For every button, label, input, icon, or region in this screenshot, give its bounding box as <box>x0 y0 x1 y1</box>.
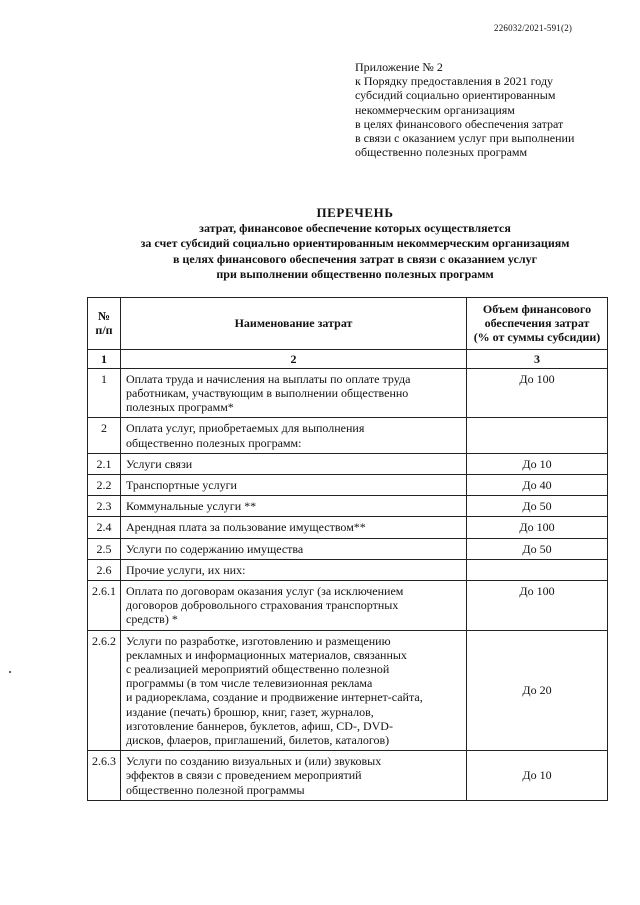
table-row <box>88 475 608 496</box>
heading-line: при выполнении общественно полезных программ <box>216 267 494 281</box>
document-heading <box>60 205 640 283</box>
scan-dot <box>9 671 11 673</box>
header-name: Наименование затрат <box>121 298 467 350</box>
row-value <box>467 559 608 580</box>
row-number: 2.6.2 <box>88 630 121 751</box>
table-row <box>88 496 608 517</box>
row-number: 1 <box>88 368 121 418</box>
row-name: Услуги по содержанию имущества <box>121 538 467 559</box>
appendix-line: в целях финансового обеспечения затрат <box>355 116 564 131</box>
row-value: До 100 <box>467 517 608 538</box>
row-name: Оплата труда и начисления на выплаты по оплате труда работникам, участвующим в выполнении общественно полезных программ* <box>121 368 467 418</box>
row-name: Услуги по созданию визуальных и (или) звуковых эффектов в связи с проведением мероприятий общественно полезной программы <box>121 751 467 801</box>
row-value <box>467 418 608 453</box>
heading-line: затрат, финансовое обеспечение которых осуществляется <box>199 220 511 235</box>
table-row <box>88 581 608 631</box>
row-name: Транспортные услуги <box>121 475 467 496</box>
document-number: 226032/2021-591(2) <box>494 23 573 33</box>
table-row <box>88 517 608 538</box>
appendix-line: Приложение № 2 <box>355 60 443 74</box>
document-title: ПЕРЕЧЕНЬ <box>316 205 394 220</box>
table-row <box>88 418 608 453</box>
header-volume: Объем финансового обеспечения затрат (% от суммы субсидии) <box>467 298 608 350</box>
appendix-line: общественно полезных программ <box>355 145 528 160</box>
table-header-row <box>88 298 608 350</box>
row-name: Прочие услуги, их них: <box>121 559 467 580</box>
appendix-line: субсидий социально ориентированным <box>355 88 556 103</box>
appendix-line: некоммерческим организациям <box>355 102 515 117</box>
table-index-row <box>88 349 608 368</box>
row-value: До 100 <box>467 581 608 631</box>
header-num: № п/п <box>88 298 121 350</box>
index-cell: 1 <box>88 349 121 368</box>
row-name: Коммунальные услуги ** <box>121 496 467 517</box>
row-value: До 50 <box>467 496 608 517</box>
row-value: До 10 <box>467 453 608 474</box>
row-number: 2 <box>88 418 121 453</box>
table-row <box>88 630 608 751</box>
index-cell: 3 <box>467 349 608 368</box>
index-cell: 2 <box>121 349 467 368</box>
row-value: До 100 <box>467 368 608 418</box>
row-name: Оплата по договорам оказания услуг (за исключением договоров добровольного страхования транспортных средств) * <box>121 581 467 631</box>
row-number: 2.6.1 <box>88 581 121 631</box>
row-number: 2.5 <box>88 538 121 559</box>
table-row <box>88 453 608 474</box>
row-name: Оплата услуг, приобретаемых для выполнения общественно полезных программ: <box>121 418 467 453</box>
row-value: До 10 <box>467 751 608 801</box>
table-row <box>88 751 608 801</box>
appendix-header <box>355 60 625 159</box>
row-value: До 20 <box>467 630 608 751</box>
heading-line: в целях финансового обеспечения затрат в связи с оказанием услуг <box>172 251 538 266</box>
table-row <box>88 559 608 580</box>
heading-line: за счет субсидий социально ориентированным некоммерческим организациям <box>140 236 570 250</box>
row-name: Арендная плата за пользование имуществом** <box>121 517 467 538</box>
row-number: 2.3 <box>88 496 121 517</box>
table-row <box>88 368 608 418</box>
expenses-table <box>87 297 608 801</box>
row-name: Услуги связи <box>121 453 467 474</box>
row-number: 2.4 <box>88 517 121 538</box>
row-number: 2.6.3 <box>88 751 121 801</box>
row-number: 2.6 <box>88 559 121 580</box>
row-number: 2.2 <box>88 475 121 496</box>
row-value: До 50 <box>467 538 608 559</box>
table-row <box>88 538 608 559</box>
appendix-line: в связи с оказанием услуг при выполнении <box>355 131 575 146</box>
row-number: 2.1 <box>88 453 121 474</box>
row-value: До 40 <box>467 475 608 496</box>
appendix-line: к Порядку предоставления в 2021 году <box>355 74 554 89</box>
row-name: Услуги по разработке, изготовлению и размещению рекламных и информационных материалов, связанных с реализацией мероприятий общественно полезной программы (в том числе телевизионная реклама и радиореклама, создание и продвижение интернет-сайта, издание (печать) брошюр, книг, газет, журналов, изготовление баннеров, буклетов, афиш, CD-, DVD- дисков, флаеров, приглашений, билетов, каталогов) <box>121 630 467 751</box>
